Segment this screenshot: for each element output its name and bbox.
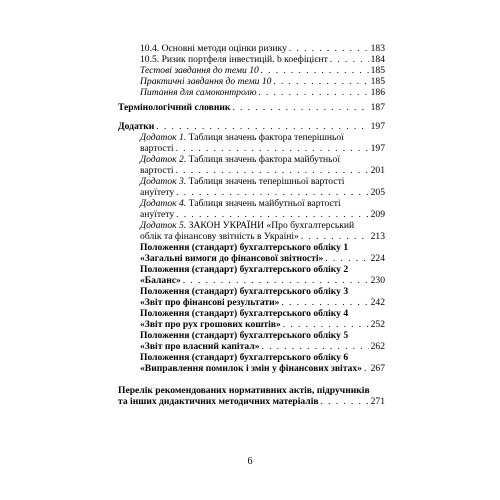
toc-entry-continuation[interactable] — [140, 341, 385, 352]
appendix-label: Додаток 5. — [140, 220, 187, 231]
standard-title-cont: «Звіт про фінансові результати» — [140, 297, 280, 308]
appendix-title: Таблиця значень теперішньої вартості — [186, 176, 345, 187]
toc-entry-continuation[interactable] — [140, 253, 385, 264]
standard-title-cont: «Баланс» — [140, 275, 181, 286]
toc-entry-appendix-5[interactable] — [140, 220, 354, 231]
leader-dots — [281, 297, 368, 308]
leader-dots — [325, 253, 368, 264]
toc-entry-page: 185 — [370, 65, 385, 76]
appendix-title: ЗАКОН УКРАЇНИ «Про бухгалтерський — [186, 220, 355, 231]
toc-entry-page: 184 — [370, 54, 385, 65]
toc-entry-page: 183 — [370, 43, 385, 54]
toc-entry-continuation[interactable] — [140, 165, 385, 176]
appendix-title-cont: ануїтету — [140, 187, 175, 198]
toc-entry[interactable] — [140, 43, 385, 54]
toc-entry-standard-5[interactable]: Положення (стандарт) бухгалтерського обліку 5 — [140, 330, 349, 341]
leader-dots — [283, 319, 369, 330]
toc-entry-page: 197 — [370, 143, 385, 154]
toc-entry-page: 205 — [370, 187, 385, 198]
toc-entry-page: 213 — [370, 231, 385, 242]
toc-entry-title: Термінологічний словник — [118, 102, 231, 113]
toc-entry-continuation[interactable] — [140, 297, 385, 308]
standard-title-cont: «Звіт про рух грошових коштів» — [140, 319, 281, 330]
leader-dots — [156, 121, 368, 132]
toc-entry-appendices[interactable] — [118, 121, 385, 132]
toc-entry-page: 271 — [370, 396, 385, 407]
toc-entry-continuation[interactable] — [140, 143, 385, 154]
leader-dots — [176, 165, 369, 176]
toc-entry-page: 252 — [370, 319, 385, 330]
toc-entry-page: 209 — [370, 209, 385, 220]
toc-entry-page: 187 — [370, 102, 385, 113]
leader-dots — [262, 341, 369, 352]
standard-title-cont: «Загальні вимоги до фінансової звітності» — [140, 253, 324, 264]
toc-entry[interactable] — [140, 65, 385, 76]
toc-entry[interactable] — [140, 87, 385, 98]
toc-entry-appendix-3[interactable] — [140, 176, 344, 187]
appendix-title-cont: вартості — [140, 165, 174, 176]
toc-entry-appendix-1[interactable] — [140, 132, 344, 143]
leader-dots — [273, 76, 368, 87]
toc-entry-page: 186 — [370, 87, 385, 98]
toc-entry-continuation[interactable] — [118, 396, 385, 407]
appendix-title: Таблиця значень фактора теперішньої — [186, 132, 344, 143]
appendix-label: Додаток 2. — [140, 154, 187, 165]
toc-entry-page: 242 — [370, 297, 385, 308]
appendix-title: Таблиця значень фактора майбутньої — [186, 154, 341, 165]
toc-entry-title: Тестові завдання до теми 10 — [140, 65, 259, 76]
leader-dots — [289, 43, 369, 54]
toc-entry-standard-6[interactable]: Положення (стандарт) бухгалтерського обліку 6 — [140, 352, 349, 363]
toc-entry-title: Питання для самоконтролю — [140, 87, 257, 98]
leader-dots — [330, 54, 369, 65]
toc-entry-glossary[interactable] — [118, 102, 385, 113]
leader-dots — [321, 396, 369, 407]
toc-entry[interactable] — [140, 54, 385, 65]
leader-dots — [261, 65, 369, 76]
toc-entry-page: 224 — [370, 253, 385, 264]
references-title-cont: та інших дидактичних методичних матеріалів — [118, 396, 319, 407]
toc-entry-title: Додатки — [118, 121, 155, 132]
leader-dots — [176, 209, 368, 220]
toc-entry-page: 267 — [370, 363, 385, 374]
toc-entry-standard-1[interactable]: Положення (стандарт) бухгалтерського обліку 1 — [140, 242, 349, 253]
page-number: 6 — [247, 456, 253, 467]
toc-entry-continuation[interactable] — [140, 363, 385, 374]
toc-entry-standard-3[interactable]: Положення (стандарт) бухгалтерського обліку 3 — [140, 286, 349, 297]
appendix-title-cont: ануїтету — [140, 209, 175, 220]
standard-title-cont: «Виправлення помилок і змін у фінансових звітах» — [140, 363, 362, 374]
leader-dots — [176, 143, 369, 154]
toc-entry-continuation[interactable] — [140, 319, 385, 330]
leader-dots — [364, 363, 369, 374]
toc-entry-title: 10.5. Ризик портфеля інвестицій. b коефіцієнт — [140, 54, 328, 65]
appendix-title-cont: облік та фінансову звітність в Україні» — [140, 231, 299, 242]
appendix-label: Додаток 4. — [140, 198, 187, 209]
toc-entry-title: 10.4. Основні методи оцінки ризику — [140, 43, 287, 54]
toc-entry-continuation[interactable] — [140, 209, 385, 220]
toc-entry-appendix-4[interactable] — [140, 198, 341, 209]
leader-dots — [301, 231, 369, 242]
leader-dots — [183, 275, 369, 286]
appendix-title-cont: вартості — [140, 143, 174, 154]
leader-dots — [176, 187, 368, 198]
toc-entry-standard-4[interactable]: Положення (стандарт) бухгалтерського обліку 4 — [140, 308, 349, 319]
toc-entry-page: 230 — [370, 275, 385, 286]
toc-entry-continuation[interactable] — [140, 231, 385, 242]
leader-dots — [232, 102, 368, 113]
appendix-title: Таблиця значень майбутньої вартості — [186, 198, 341, 209]
standard-title-cont: «Звіт про власний капітал» — [140, 341, 260, 352]
toc-entry-continuation[interactable] — [140, 275, 385, 286]
toc-entry-page: 197 — [370, 121, 385, 132]
toc-entry-standard-2[interactable]: Положення (стандарт) бухгалтерського обліку 2 — [140, 264, 349, 275]
toc-entry-references[interactable]: Перелік рекомендованих нормативних актів, підручників — [118, 385, 370, 396]
toc-entry-continuation[interactable] — [140, 187, 385, 198]
toc-entry-page: 201 — [370, 165, 385, 176]
appendix-label: Додаток 3. — [140, 176, 187, 187]
toc-entry-title: Практичні завдання до теми 10 — [140, 76, 272, 87]
toc-entry-appendix-2[interactable] — [140, 154, 340, 165]
toc-entry-page: 262 — [370, 341, 385, 352]
toc-entry-page: 185 — [370, 76, 385, 87]
leader-dots — [258, 87, 368, 98]
appendix-label: Додаток 1. — [140, 132, 187, 143]
toc-entry[interactable] — [140, 76, 385, 87]
